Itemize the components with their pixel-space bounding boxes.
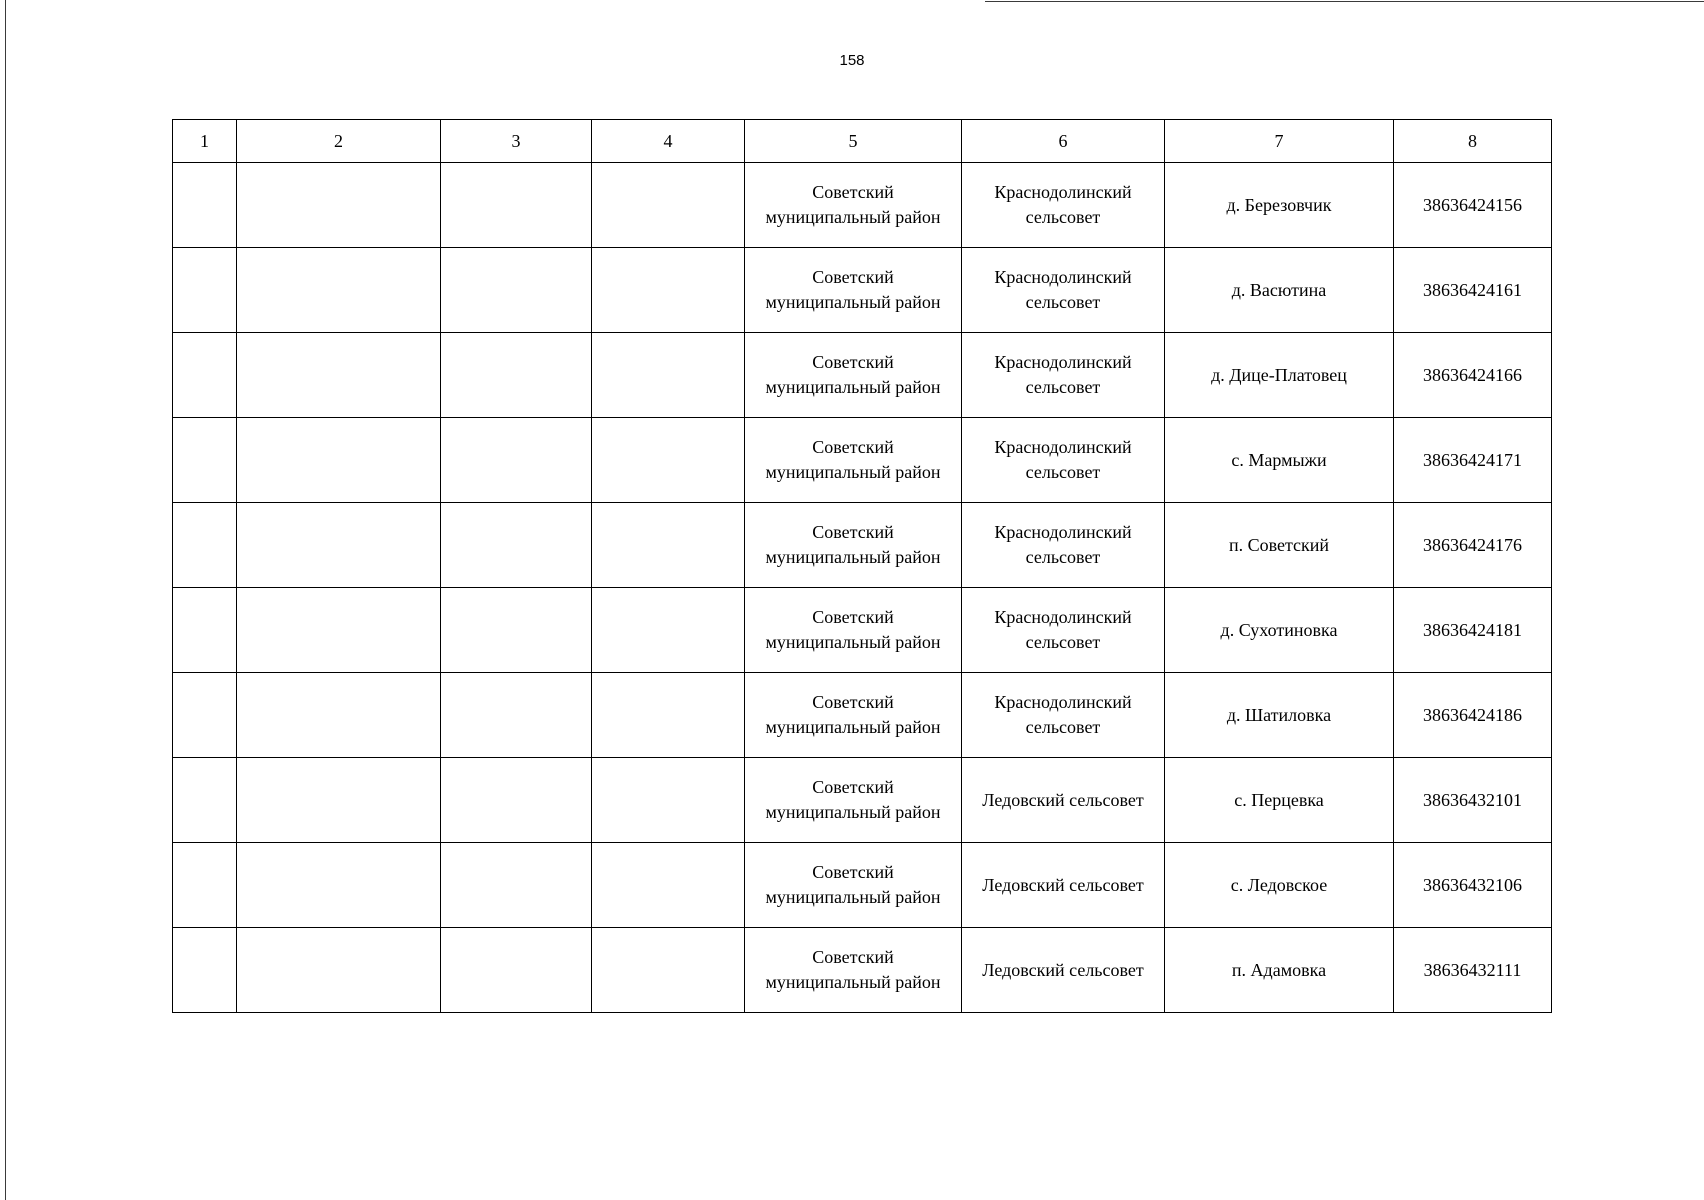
code-cell: 38636424181 <box>1394 588 1552 673</box>
district-cell: Советский муниципальный район <box>745 163 962 248</box>
table-header-row <box>173 120 1552 163</box>
scan-edge-top <box>985 1 1704 2</box>
district-cell: Советский муниципальный район <box>745 673 962 758</box>
cell-col-4 <box>592 503 745 588</box>
cell-col-2 <box>237 758 441 843</box>
cell-col-4 <box>592 928 745 1013</box>
cell-col-3 <box>441 503 592 588</box>
cell-col-1 <box>173 503 237 588</box>
settlement-cell: п. Адамовка <box>1165 928 1394 1013</box>
cell-col-3 <box>441 248 592 333</box>
cell-col-1 <box>173 333 237 418</box>
code-cell: 38636424171 <box>1394 418 1552 503</box>
district-cell: Советский муниципальный район <box>745 588 962 673</box>
cell-col-1 <box>173 248 237 333</box>
code-cell: 38636424156 <box>1394 163 1552 248</box>
council-cell: Ледовский сельсовет <box>962 843 1165 928</box>
column-header: 6 <box>962 120 1165 163</box>
table-row <box>173 333 1552 418</box>
council-cell: Краснодолинский сельсовет <box>962 588 1165 673</box>
district-cell: Советский муниципальный район <box>745 928 962 1013</box>
settlement-cell: п. Советский <box>1165 503 1394 588</box>
cell-col-2 <box>237 588 441 673</box>
cell-col-3 <box>441 928 592 1013</box>
cell-col-3 <box>441 843 592 928</box>
cell-col-1 <box>173 843 237 928</box>
cell-col-2 <box>237 843 441 928</box>
council-cell: Ледовский сельсовет <box>962 928 1165 1013</box>
cell-col-4 <box>592 418 745 503</box>
table-row <box>173 928 1552 1013</box>
cell-col-4 <box>592 333 745 418</box>
district-cell: Советский муниципальный район <box>745 503 962 588</box>
council-cell: Ледовский сельсовет <box>962 758 1165 843</box>
cell-col-3 <box>441 588 592 673</box>
district-cell: Советский муниципальный район <box>745 843 962 928</box>
cell-col-4 <box>592 248 745 333</box>
cell-col-3 <box>441 673 592 758</box>
cell-col-4 <box>592 758 745 843</box>
cell-col-4 <box>592 843 745 928</box>
district-cell: Советский муниципальный район <box>745 418 962 503</box>
cell-col-1 <box>173 758 237 843</box>
table-row <box>173 418 1552 503</box>
column-header: 7 <box>1165 120 1394 163</box>
column-header: 8 <box>1394 120 1552 163</box>
cell-col-4 <box>592 588 745 673</box>
settlement-cell: д. Шатиловка <box>1165 673 1394 758</box>
cell-col-1 <box>173 588 237 673</box>
table-row <box>173 673 1552 758</box>
code-cell: 38636432111 <box>1394 928 1552 1013</box>
column-header: 4 <box>592 120 745 163</box>
column-header: 3 <box>441 120 592 163</box>
page-number: 158 <box>839 52 865 69</box>
district-cell: Советский муниципальный район <box>745 333 962 418</box>
cell-col-2 <box>237 673 441 758</box>
column-header: 5 <box>745 120 962 163</box>
council-cell: Краснодолинский сельсовет <box>962 503 1165 588</box>
settlement-cell: д. Дице-Платовец <box>1165 333 1394 418</box>
table-row <box>173 843 1552 928</box>
cell-col-3 <box>441 163 592 248</box>
cell-col-2 <box>237 418 441 503</box>
council-cell: Краснодолинский сельсовет <box>962 418 1165 503</box>
scan-edge-left <box>5 0 6 1200</box>
cell-col-3 <box>441 418 592 503</box>
cell-col-4 <box>592 673 745 758</box>
code-cell: 38636424161 <box>1394 248 1552 333</box>
district-cell: Советский муниципальный район <box>745 248 962 333</box>
table-row <box>173 163 1552 248</box>
cell-col-2 <box>237 333 441 418</box>
code-cell: 38636424186 <box>1394 673 1552 758</box>
council-cell: Краснодолинский сельсовет <box>962 333 1165 418</box>
settlement-cell: с. Перцевка <box>1165 758 1394 843</box>
cell-col-1 <box>173 163 237 248</box>
cell-col-3 <box>441 333 592 418</box>
cell-col-1 <box>173 928 237 1013</box>
code-cell: 38636432101 <box>1394 758 1552 843</box>
data-table <box>172 119 1552 1013</box>
cell-col-2 <box>237 503 441 588</box>
cell-col-1 <box>173 418 237 503</box>
district-cell: Советский муниципальный район <box>745 758 962 843</box>
cell-col-2 <box>237 248 441 333</box>
settlement-cell: с. Ледовское <box>1165 843 1394 928</box>
settlement-cell: с. Мармыжи <box>1165 418 1394 503</box>
column-header: 2 <box>237 120 441 163</box>
table-row <box>173 248 1552 333</box>
table-row <box>173 503 1552 588</box>
code-cell: 38636424176 <box>1394 503 1552 588</box>
cell-col-4 <box>592 163 745 248</box>
cell-col-2 <box>237 928 441 1013</box>
council-cell: Краснодолинский сельсовет <box>962 248 1165 333</box>
column-header: 1 <box>173 120 237 163</box>
cell-col-3 <box>441 758 592 843</box>
code-cell: 38636424166 <box>1394 333 1552 418</box>
cell-col-2 <box>237 163 441 248</box>
council-cell: Краснодолинский сельсовет <box>962 673 1165 758</box>
council-cell: Краснодолинский сельсовет <box>962 163 1165 248</box>
settlement-cell: д. Васютина <box>1165 248 1394 333</box>
table-row <box>173 758 1552 843</box>
table-row <box>173 588 1552 673</box>
code-cell: 38636432106 <box>1394 843 1552 928</box>
cell-col-1 <box>173 673 237 758</box>
settlement-cell: д. Березовчик <box>1165 163 1394 248</box>
settlement-cell: д. Сухотиновка <box>1165 588 1394 673</box>
